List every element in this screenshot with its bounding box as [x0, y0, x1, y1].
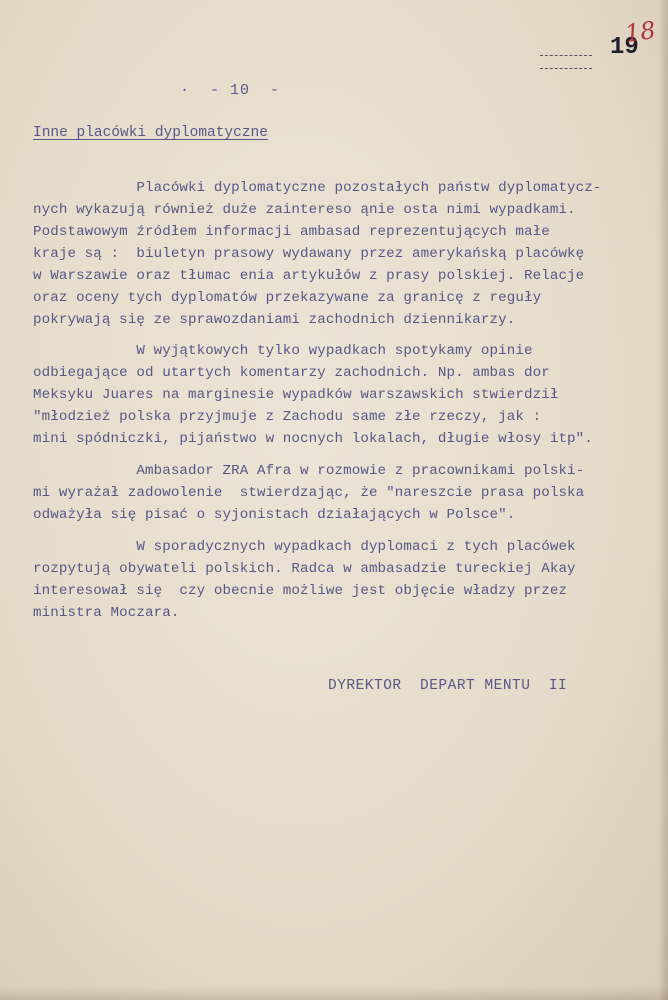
paper-bottom-shadow	[0, 986, 668, 1000]
body-line: nych wykazują również duże zaintereso ąnie osta nimi wypadkami.	[33, 202, 576, 218]
body-line: kraje są : biuletyn prasowy wydawany przez amerykańską placówkę	[33, 246, 585, 262]
body-line: mini spódniczki, pijaństwo w nocnych lokalach, długie włosy itp".	[33, 431, 593, 447]
page-header-marker: · - 10 -	[180, 82, 281, 99]
page-number-stamp: 19	[610, 34, 639, 61]
paper-edge-shadow	[658, 0, 668, 1000]
body-line: Meksyku Juares na marginesie wypadków warszawskich stwierdził	[33, 387, 559, 403]
body-line: interesował się czy obecnie możliwe jest objęcie władzy przez	[33, 583, 568, 599]
body-line: odważyła się pisać o syjonistach działających w Polsce".	[33, 507, 516, 523]
body-line: Placówki dyplomatyczne pozostałych państw dyplomatycz-	[33, 180, 602, 196]
body-line: "młodzież polska przyjmuje z Zachodu same złe rzeczy, jak :	[33, 409, 542, 425]
body-line: rozpytują obywateli polskich. Radca w ambasadzie tureckiej Akay	[33, 561, 576, 577]
signature-block: DYREKTOR DEPART MENTU II	[328, 678, 568, 694]
body-line: Podstawowym źródłem informacji ambasad reprezentujących małe	[33, 224, 550, 240]
body-line: ministra Moczara.	[33, 605, 180, 621]
body-line: W wyjątkowych tylko wypadkach spotykamy opinie	[33, 343, 533, 359]
ink-strike-mark	[540, 55, 592, 69]
body-line: W sporadycznych wypadkach dyplomaci z tych placówek	[33, 539, 576, 555]
body-line: pokrywają się ze sprawozdaniami zachodnich dziennikarzy.	[33, 312, 516, 328]
body-line: oraz oceny tych dyplomatów przekazywane za granicę z reguły	[33, 290, 542, 306]
body-line: w Warszawie oraz tłumac enia artykułów z prasy polskiej. Relacje	[33, 268, 585, 284]
section-title: Inne placówki dyplomatyczne	[33, 125, 268, 141]
handwritten-page-number: 18	[623, 16, 658, 48]
body-line: Ambasador ZRA Afra w rozmowie z pracownikami polski-	[33, 463, 585, 479]
body-line: odbiegające od utartych komentarzy zachodnich. Np. ambas dor	[33, 365, 550, 381]
body-line: mi wyrażał zadowolenie stwierdzając, że "nareszcie prasa polska	[33, 485, 585, 501]
